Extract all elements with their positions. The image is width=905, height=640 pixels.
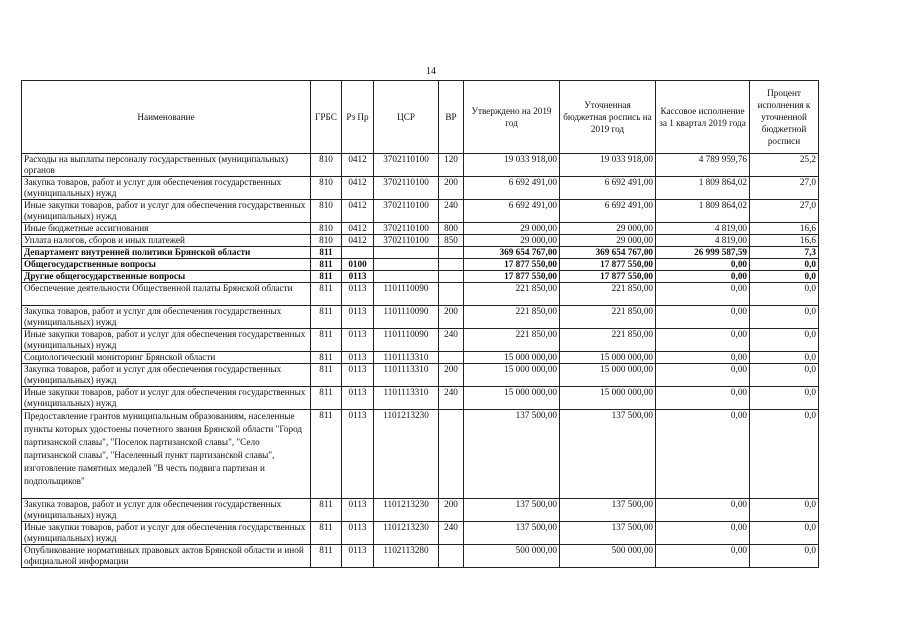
cell-refined: 19 033 918,00 [560, 154, 656, 177]
cell-rz: 0412 [342, 223, 374, 235]
cell-grbs: 811 [311, 545, 342, 568]
cell-grbs: 811 [311, 283, 342, 306]
cell-grbs: 811 [311, 499, 342, 522]
cell-percent: 25,2 [750, 154, 819, 177]
cell-name: Иные закупки товаров, работ и услуг для обеспечения государственных (муниципальных) нужд [22, 522, 311, 545]
cell-cash: 26 999 587,59 [656, 247, 750, 259]
cell-cash: 0,00 [656, 387, 750, 410]
table-row [22, 329, 819, 352]
table-row [22, 545, 819, 568]
cell-grbs: 810 [311, 223, 342, 235]
cell-refined: 17 877 550,00 [560, 259, 656, 271]
cell-grbs: 811 [311, 271, 342, 283]
cell-rz: 0113 [342, 499, 374, 522]
cell-approved: 19 033 918,00 [464, 154, 560, 177]
cell-rz: 0412 [342, 177, 374, 200]
table-row [22, 154, 819, 177]
cell-cash: 0,00 [656, 410, 750, 499]
cell-grbs: 810 [311, 200, 342, 223]
cell-refined: 17 877 550,00 [560, 271, 656, 283]
cell-vr: 200 [439, 306, 464, 329]
cell-name: Закупка товаров, работ и услуг для обеспечения государственных (муниципальных) нужд [22, 177, 311, 200]
cell-grbs: 811 [311, 364, 342, 387]
cell-grbs: 811 [311, 522, 342, 545]
cell-name: Иные закупки товаров, работ и услуг для обеспечения государственных (муниципальных) нужд [22, 329, 311, 352]
header-row [22, 81, 819, 154]
cell-name: Департамент внутренней политики Брянской области [22, 247, 311, 259]
cell-grbs: 811 [311, 329, 342, 352]
cell-name: Опубликование нормативных правовых актов Брянской области и иной официальной информации [22, 545, 311, 568]
cell-name: Другие общегосударственные вопросы [22, 271, 311, 283]
cell-csr: 3702110100 [374, 235, 439, 247]
cell-rz: 0113 [342, 545, 374, 568]
cell-approved: 221 850,00 [464, 306, 560, 329]
cell-vr: 200 [439, 364, 464, 387]
cell-vr: 200 [439, 499, 464, 522]
table-row [22, 259, 819, 271]
cell-refined: 369 654 767,00 [560, 247, 656, 259]
cell-grbs: 811 [311, 306, 342, 329]
cell-percent: 0,0 [750, 499, 819, 522]
cell-approved: 29 000,00 [464, 223, 560, 235]
cell-csr: 1101110090 [374, 329, 439, 352]
cell-percent: 27,0 [750, 177, 819, 200]
cell-approved: 6 692 491,00 [464, 177, 560, 200]
cell-vr: 200 [439, 177, 464, 200]
cell-grbs: 811 [311, 352, 342, 364]
cell-approved: 15 000 000,00 [464, 387, 560, 410]
cell-vr [439, 259, 464, 271]
cell-vr [439, 410, 464, 499]
cell-refined: 137 500,00 [560, 499, 656, 522]
cell-rz: 0412 [342, 200, 374, 223]
cell-cash: 4 819,00 [656, 235, 750, 247]
table-row [22, 283, 819, 306]
cell-refined: 137 500,00 [560, 522, 656, 545]
cell-refined: 15 000 000,00 [560, 364, 656, 387]
cell-cash: 0,00 [656, 364, 750, 387]
cell-percent: 0,0 [750, 306, 819, 329]
cell-csr: 3702110100 [374, 223, 439, 235]
cell-csr: 3702110100 [374, 177, 439, 200]
cell-percent: 0,0 [750, 271, 819, 283]
cell-refined: 15 000 000,00 [560, 352, 656, 364]
cell-approved: 137 500,00 [464, 499, 560, 522]
cell-name: Расходы на выплаты персоналу государственных (муниципальных) органов [22, 154, 311, 177]
cell-vr: 850 [439, 235, 464, 247]
header-vr: ВР [439, 81, 464, 154]
cell-csr: 1102113280 [374, 545, 439, 568]
cell-percent: 0,0 [750, 259, 819, 271]
cell-vr: 800 [439, 223, 464, 235]
cell-csr: 1101213230 [374, 522, 439, 545]
header-csr: ЦСР [374, 81, 439, 154]
table-row [22, 306, 819, 329]
cell-percent: 0,0 [750, 352, 819, 364]
table-row [22, 223, 819, 235]
cell-name: Закупка товаров, работ и услуг для обеспечения государственных (муниципальных) нужд [22, 499, 311, 522]
header-cash: Кассовое исполнение за 1 квартал 2019 года [656, 81, 750, 154]
cell-vr: 240 [439, 522, 464, 545]
cell-approved: 15 000 000,00 [464, 364, 560, 387]
cell-percent: 0,0 [750, 545, 819, 568]
cell-name: Предоставление грантов муниципальным образованиям, населенные пункты которых удостоены почетного звания Брянской области "Город партизанской славы", "Поселок партизанской славы", "Село партизанской славы", "Населенный пункт партизанской славы", изготовление памятных медалей "В честь подвига партизан и подпольщиков" [22, 410, 311, 499]
cell-cash: 0,00 [656, 283, 750, 306]
cell-approved: 15 000 000,00 [464, 352, 560, 364]
cell-csr: 3702110100 [374, 200, 439, 223]
cell-approved: 17 877 550,00 [464, 259, 560, 271]
table-row [22, 235, 819, 247]
cell-vr: 240 [439, 200, 464, 223]
cell-cash: 0,00 [656, 306, 750, 329]
cell-refined: 6 692 491,00 [560, 200, 656, 223]
cell-vr: 120 [439, 154, 464, 177]
cell-refined: 221 850,00 [560, 329, 656, 352]
cell-approved: 221 850,00 [464, 329, 560, 352]
cell-csr: 1101110090 [374, 283, 439, 306]
cell-cash: 0,00 [656, 545, 750, 568]
cell-refined: 500 000,00 [560, 545, 656, 568]
cell-cash: 0,00 [656, 271, 750, 283]
cell-refined: 29 000,00 [560, 223, 656, 235]
cell-rz: 0113 [342, 306, 374, 329]
table-row [22, 200, 819, 223]
cell-approved: 29 000,00 [464, 235, 560, 247]
cell-csr: 1101213230 [374, 410, 439, 499]
table-row [22, 387, 819, 410]
header-refined: Уточненная бюджетная роспись на 2019 год [560, 81, 656, 154]
cell-name: Обеспечение деятельности Общественной палаты Брянской области [22, 283, 311, 306]
cell-name: Социологический мониторинг Брянской области [22, 352, 311, 364]
cell-refined: 15 000 000,00 [560, 387, 656, 410]
cell-cash: 0,00 [656, 259, 750, 271]
cell-rz: 0412 [342, 154, 374, 177]
cell-csr: 3702110100 [374, 154, 439, 177]
cell-vr [439, 352, 464, 364]
cell-refined: 221 850,00 [560, 283, 656, 306]
table-row [22, 522, 819, 545]
cell-approved: 221 850,00 [464, 283, 560, 306]
cell-rz: 0113 [342, 283, 374, 306]
cell-cash: 0,00 [656, 499, 750, 522]
cell-cash: 0,00 [656, 329, 750, 352]
cell-rz: 0113 [342, 410, 374, 499]
cell-grbs: 811 [311, 259, 342, 271]
cell-csr [374, 259, 439, 271]
cell-cash: 4 789 959,76 [656, 154, 750, 177]
cell-name: Иные закупки товаров, работ и услуг для обеспечения государственных (муниципальных) нужд [22, 387, 311, 410]
cell-approved: 6 692 491,00 [464, 200, 560, 223]
cell-refined: 6 692 491,00 [560, 177, 656, 200]
cell-rz: 0100 [342, 259, 374, 271]
cell-percent: 0,0 [750, 387, 819, 410]
header-percent: Процент исполнения к уточненной бюджетной росписи [750, 81, 819, 154]
cell-refined: 137 500,00 [560, 410, 656, 499]
cell-rz: 0113 [342, 329, 374, 352]
cell-name: Уплата налогов, сборов и иных платежей [22, 235, 311, 247]
table-row [22, 352, 819, 364]
page-number: 14 [426, 66, 436, 77]
header-name: Наименование [22, 81, 311, 154]
cell-cash: 4 819,00 [656, 223, 750, 235]
cell-approved: 369 654 767,00 [464, 247, 560, 259]
cell-csr: 1101113310 [374, 387, 439, 410]
table-row [22, 410, 819, 499]
cell-name: Общегосударственные вопросы [22, 259, 311, 271]
cell-vr [439, 247, 464, 259]
cell-name: Иные бюджетные ассигнования [22, 223, 311, 235]
table-row [22, 177, 819, 200]
cell-refined: 29 000,00 [560, 235, 656, 247]
cell-name: Закупка товаров, работ и услуг для обеспечения государственных (муниципальных) нужд [22, 306, 311, 329]
cell-vr [439, 271, 464, 283]
cell-csr: 1101110090 [374, 306, 439, 329]
cell-grbs: 810 [311, 154, 342, 177]
cell-refined: 221 850,00 [560, 306, 656, 329]
cell-grbs: 811 [311, 247, 342, 259]
cell-cash: 1 809 864,02 [656, 177, 750, 200]
cell-grbs: 811 [311, 387, 342, 410]
cell-vr [439, 545, 464, 568]
cell-vr: 240 [439, 329, 464, 352]
cell-percent: 0,0 [750, 329, 819, 352]
budget-table [21, 80, 819, 568]
cell-csr: 1101213230 [374, 499, 439, 522]
cell-rz: 0113 [342, 522, 374, 545]
cell-csr [374, 271, 439, 283]
cell-grbs: 811 [311, 410, 342, 499]
cell-vr [439, 283, 464, 306]
cell-rz [342, 247, 374, 259]
cell-csr [374, 247, 439, 259]
cell-percent: 16,6 [750, 223, 819, 235]
header-rz: Рз Пр [342, 81, 374, 154]
cell-rz: 0113 [342, 271, 374, 283]
cell-percent: 16,6 [750, 235, 819, 247]
cell-approved: 17 877 550,00 [464, 271, 560, 283]
cell-percent: 0,0 [750, 283, 819, 306]
cell-cash: 0,00 [656, 352, 750, 364]
header-approved: Утверждено на 2019 год [464, 81, 560, 154]
cell-rz: 0412 [342, 235, 374, 247]
header-grbs: ГРБС [311, 81, 342, 154]
cell-grbs: 810 [311, 177, 342, 200]
cell-rz: 0113 [342, 387, 374, 410]
cell-name: Закупка товаров, работ и услуг для обеспечения государственных (муниципальных) нужд [22, 364, 311, 387]
cell-percent: 0,0 [750, 410, 819, 499]
cell-approved: 500 000,00 [464, 545, 560, 568]
table-row [22, 499, 819, 522]
cell-approved: 137 500,00 [464, 410, 560, 499]
cell-csr: 1101113310 [374, 364, 439, 387]
cell-cash: 1 809 864,02 [656, 200, 750, 223]
table-row [22, 247, 819, 259]
cell-percent: 0,0 [750, 364, 819, 387]
cell-grbs: 810 [311, 235, 342, 247]
cell-approved: 137 500,00 [464, 522, 560, 545]
cell-rz: 0113 [342, 364, 374, 387]
cell-percent: 0,0 [750, 522, 819, 545]
table-row [22, 271, 819, 283]
table-row [22, 364, 819, 387]
cell-cash: 0,00 [656, 522, 750, 545]
cell-percent: 7,3 [750, 247, 819, 259]
cell-percent: 27,0 [750, 200, 819, 223]
cell-name: Иные закупки товаров, работ и услуг для обеспечения государственных (муниципальных) нужд [22, 200, 311, 223]
cell-csr: 1101113310 [374, 352, 439, 364]
cell-vr: 240 [439, 387, 464, 410]
cell-rz: 0113 [342, 352, 374, 364]
